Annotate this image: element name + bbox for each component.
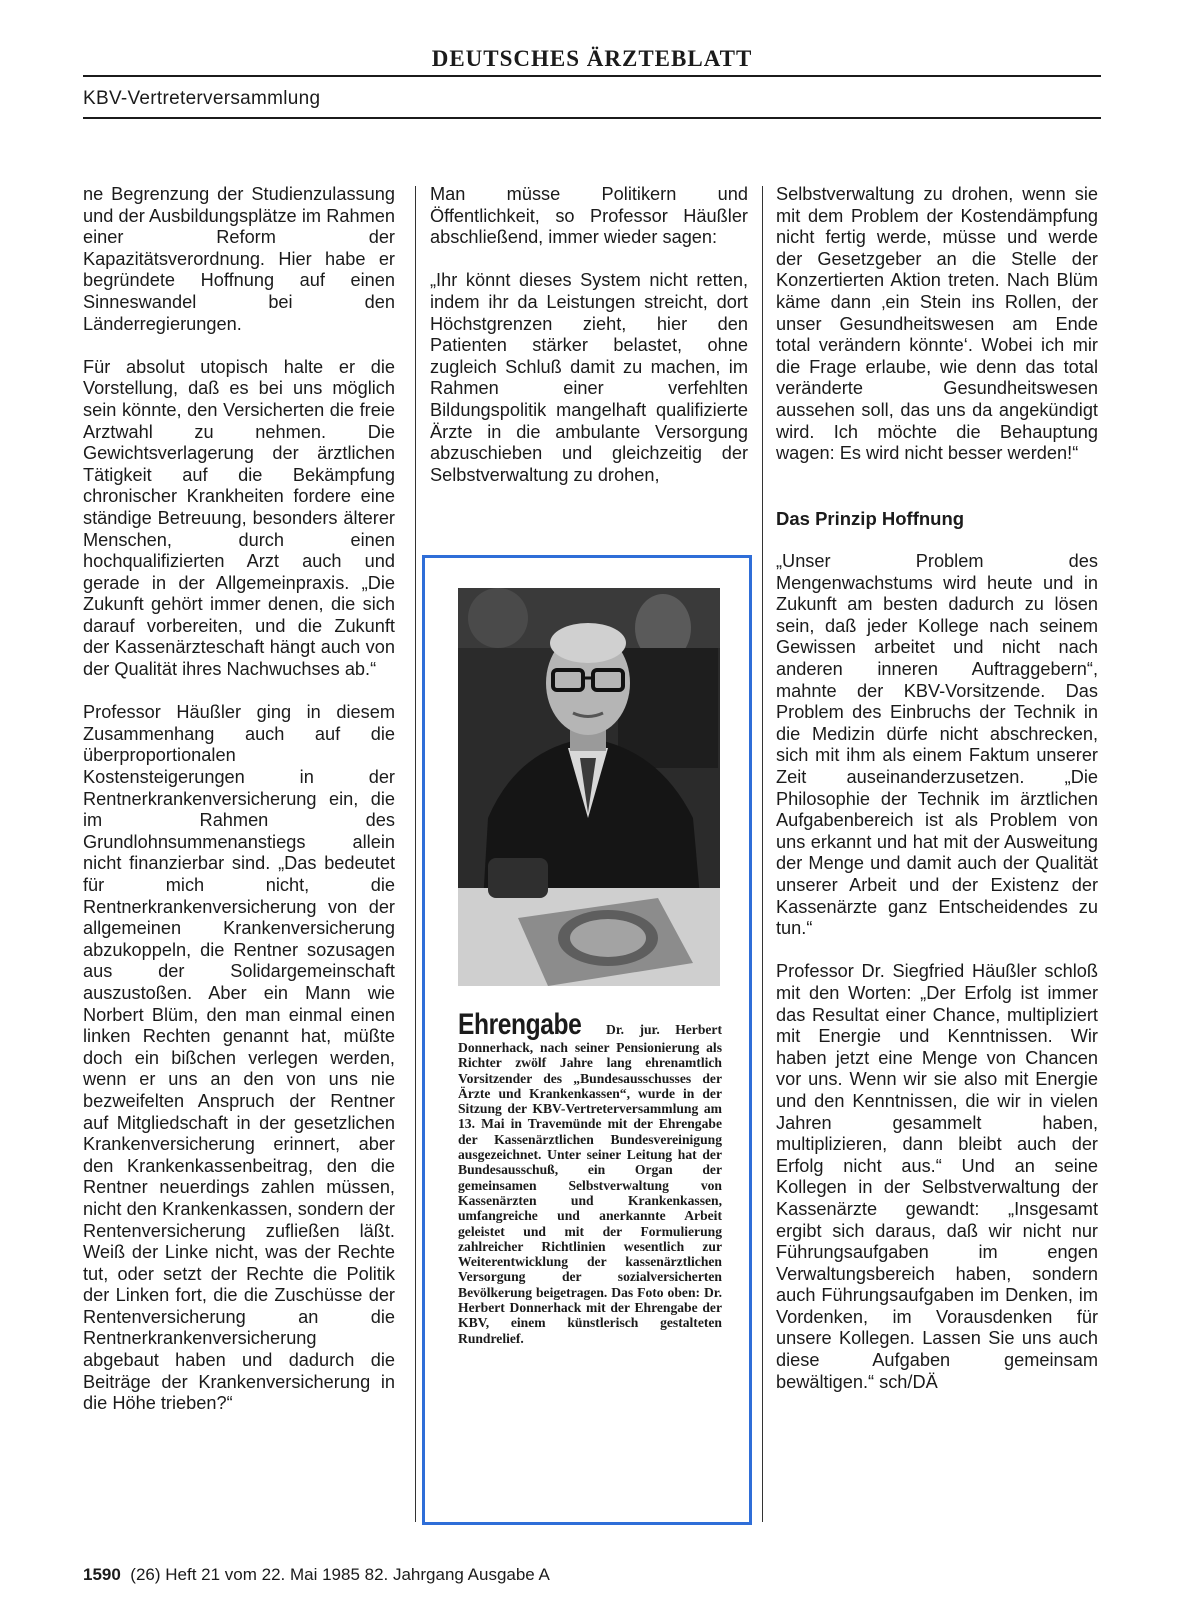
subheading: Das Prinzip Hoffnung <box>776 507 965 529</box>
section-title: KBV-Vertreterversammlung <box>83 88 321 109</box>
page-number: 1590 <box>83 1565 121 1584</box>
issue-info: (26) Heft 21 vom 22. Mai 1985 82. Jahrgang Ausgabe A <box>130 1565 550 1584</box>
portrait-image <box>458 588 720 986</box>
caption-text: Dr. jur. Herbert Donnerhack, nach seiner Pensionierung als Richter zwölf Jahre lang ehrenamtlich Vorsitzender des „Bundesausschusses der Ärzte und Krankenkassen“, wurde in der Sitzung der KBV-Vertreterversammlung am 13. Mai in Travemünde mit der Ehrengabe der Kassenärztlichen Bundesvereinigung ausgezeichnet. Unter seiner Leitung hat der Bundesausschuß, ein Organ der gemeinsamen Selbstverwaltung von Kassenärzten und Krankenkassen, umfangreiche und anerkannte Arbeit geleistet und mit der Formulierung zahlreicher Richtlinien wesentlich zur Weiterentwicklung der kassenärztlichen Versorgung der sozialversicherten Bevölkerung beigetragen. Das Foto oben: Dr. Herbert Donnerhack mit der Ehrengabe der KBV, einem künstlerisch gestalteten Rundrelief. <box>458 1022 722 1346</box>
col2-paragraph-1: Man müsse Politikern und Öffentlichkeit, so Professor Häußler abschließend, immer wieder sagen: <box>430 184 748 248</box>
col1-paragraph-1: ne Begrenzung der Studienzulassung und der Ausbildungsplätze im Rahmen einer Reform der Kapazitätsverordnung. Hier habe er begründete Hoffnung auf einen Sinneswandel bei den Länderregierungen. <box>83 184 395 334</box>
col3-paragraph-3: Professor Dr. Siegfried Häußler schloß mit den Worten: „Der Erfolg ist immer das Resultat einer Chance, multipliziert mit Energie und Kenntnissen. Wir haben jetzt eine Menge von Chancen vor uns. Wenn wir sie also mit Energie und den Kenntnissen, die wir in vielen Jahren gesammelt haben, multiplizieren, dann bleibt auch der Erfolg nicht aus.“ Und an seine Kollegen in der Selbstverwaltung der Kassenärzte gewandt: „Insgesamt ergibt sich daraus, daß wir nicht nur Führungsaufgaben im engen Verwaltungsbereich haben, sondern auch Führungsaufgaben im Denken, im Vordenken, im Vorausdenken für unsere Kollegen. Lassen Sie uns auch diese Aufgaben gemeinsam bewältigen.“ sch/DÄ <box>776 961 1098 1392</box>
col1-paragraph-3: Professor Häußler ging in diesem Zusammenhang auch auf die überproportionalen Kostensteigerungen in der Rentnerkrankenversicherung ein, die im Rahmen des Grundlohnsummenanstiegs allein nicht finanzierbar sind. „Das bedeutet für mich nicht, die Rentnerkrankenversicherung von der allgemeinen Krankenversicherung abzukoppeln, die Rentner sozusagen aus der Solidargemeinschaft auszustoßen. Aber ein Mann wie Norbert Blüm, den man einmal einen linken Rechten genannt hat, müßte doch ein bißchen verlegen werden, wenn er uns an den von uns nie bezweifelten Anspruch der Rentner auf Mitgliedschaft in der gesetzlichen Krankenversicherung erinnert, aber den Krankenkassenbeitrag, den die Rentner neuerdings zahlen müssen, nicht den Krankenkassen, sondern der Rentenversicherung zufließen läßt. Weiß der Linke nicht, was der Rechte tut, oder setzt der Rechte die Politik der Linken fort, die die Zuschüsse der Rentenversicherung an die Rentnerkrankenversicherung abgebaut haben und dadurch die Beiträge der Krankenversicherung in die Höhe trieben?“ <box>83 702 395 1414</box>
header-rule-bottom <box>83 117 1101 119</box>
column-3 <box>776 184 1098 1393</box>
col3-paragraph-2: „Unser Problem des Mengenwachstums wird heute und in Zukunft am besten dadurch zu lösen sein, daß jeder Kollege nach seinem Gewissen arbeitet und nicht nach anderen inneren Auftraggebern“, mahnte der KBV-Vorsitzende. Das Problem des Einbruchs der Technik in die Medizin dürfe nicht abschrecken, sich mit ihm als einem Faktum unserer Zeit auseinanderzusetzen. „Die Philosophie der Technik im ärztlichen Aufgabenbereich ist als Problem von uns erkannt und hat mit der Ausweitung der Menge und damit auch der Qualität unserer Arbeit und der Existenz der Kassenärzte ganz Entscheidendes zu tun.“ <box>776 551 1098 939</box>
column-2 <box>430 184 748 486</box>
page-footer <box>83 1565 550 1585</box>
portrait-photo <box>458 588 720 986</box>
column-divider-1 <box>415 186 416 1522</box>
column-1 <box>83 184 395 1415</box>
caption-title: Ehrengabe <box>458 1008 582 1041</box>
col3-paragraph-1: Selbstverwaltung zu drohen, wenn sie mit dem Problem der Kostendämpfung nicht fertig werde, müsse und werde der Gesetzgeber an die Stelle der Konzertierten Aktion treten. Nach Blüm käme dann ‚ein Stein ins Rollen, der unser Gesundheitswesen am Ende total verändern könnte‘. Wobei ich mir die Frage erlaube, wie denn das total veränderte Gesundheitswesen aussehen soll, das uns da angekündigt wird. Ich möchte die Behauptung wagen: Es wird nicht besser werden!“ <box>776 184 1098 464</box>
col2-paragraph-2: „Ihr könnt dieses System nicht retten, indem ihr da Leistungen streicht, dort Höchstgrenzen zieht, hier den Patienten stärker belastet, ohne zugleich Schluß damit zu machen, im Rahmen einer verfehlten Bildungspolitik mangelhaft qualifizierte Ärzte in die ambulante Versorgung abzuschieben und gleichzeitig der Selbstverwaltung zu drohen, <box>430 270 748 485</box>
column-divider-2 <box>762 186 763 1522</box>
photo-caption <box>458 1010 722 1346</box>
header-rule-top <box>83 75 1101 77</box>
masthead: DEUTSCHES ÄRZTEBLATT <box>431 46 753 71</box>
col1-paragraph-2: Für absolut utopisch halte er die Vorstellung, daß es bei uns möglich sein könnte, den Versicherten die freie Arztwahl zu nehmen. Die Gewichtsverlagerung der ärztlichen Tätigkeit auf die Bekämpfung chronischer Krankheiten fordere eine ständige Betreuung, besonders älterer Menschen, durch einen hochqualifizierten Arzt auch und gerade in der Allgemeinpraxis. „Die Zukunft gehört immer denen, die sich darauf vorbereiten, und die Zukunft der Kassenärzteschaft hängt auch von der Qualität ihres Nachwuchses ab.“ <box>83 356 395 680</box>
